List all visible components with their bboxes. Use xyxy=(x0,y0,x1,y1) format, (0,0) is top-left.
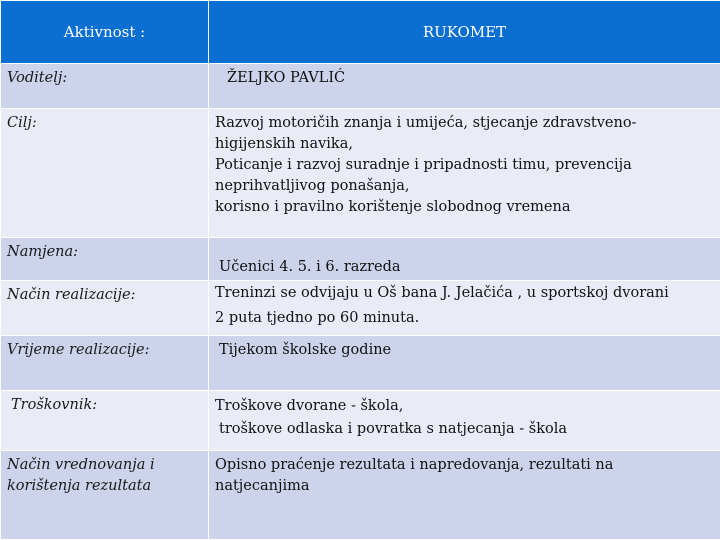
row-value-nacin-realizacije xyxy=(209,281,720,336)
row-value-cilj xyxy=(209,108,720,237)
row-value-troskovnik xyxy=(209,390,720,450)
row-label-namjena: Namjena: xyxy=(1,237,209,280)
value-line: natjecanjima xyxy=(215,478,310,495)
value-line: Razvoj motoričih znanja i umijeća, stjecanje zdravstveno- xyxy=(215,114,637,131)
row-value-voditelj xyxy=(209,64,720,108)
value-line: korisno i pravilno korištenje slobodnog vremena xyxy=(215,198,571,215)
row-value-nacin-vrednovanja xyxy=(209,451,720,540)
value-line: Poticanje i razvoj suradnje i pripadnosti timu, prevencija xyxy=(215,156,632,173)
value-line: ŽELJKO PAVLIĆ xyxy=(227,70,346,87)
header-activity-label: Aktivnost : xyxy=(1,1,209,64)
table-header-row xyxy=(1,1,720,64)
value-line: Troškove dvorane - škola, xyxy=(215,397,404,414)
value-line: Tijekom školske godine xyxy=(219,342,392,359)
table-row xyxy=(1,451,720,540)
table-row xyxy=(1,237,720,280)
row-label-voditelj: Voditelj: xyxy=(1,64,209,108)
value-line: Treninzi se odvijaju u Oš bana J. Jelačića , u sportskoj dvorani xyxy=(215,285,669,302)
row-label-vrijeme-realizacije: Vrijeme realizacije: xyxy=(1,336,209,390)
row-label-nacin-vrednovanja: Način vrednovanja i korištenja rezultata xyxy=(1,451,209,540)
value-line: troškove odlaska i povratka s natjecanja - škola xyxy=(219,420,568,437)
row-value-vrijeme-realizacije xyxy=(209,336,720,390)
row-value-namjena xyxy=(209,237,720,280)
row-label-troskovnik: Troškovnik: xyxy=(1,390,209,450)
value-line: Opisno praćenje rezultata i napredovanja, rezultati na xyxy=(215,457,614,474)
table-row xyxy=(1,108,720,237)
header-activity-name: RUKOMET xyxy=(209,1,720,64)
table-row xyxy=(1,64,720,108)
row-label-nacin-realizacije: Način realizacije: xyxy=(1,281,209,336)
value-line: neprihvatljivog ponašanja, xyxy=(215,177,410,194)
value-line: higijenskih navika, xyxy=(215,135,353,152)
table-row xyxy=(1,390,720,450)
row-label-cilj: Cilj: xyxy=(1,108,209,237)
value-line: 2 puta tjedno po 60 minuta. xyxy=(215,310,420,327)
table-row xyxy=(1,281,720,336)
table-row xyxy=(1,336,720,390)
value-line: Učenici 4. 5. i 6. razreda xyxy=(219,259,401,276)
